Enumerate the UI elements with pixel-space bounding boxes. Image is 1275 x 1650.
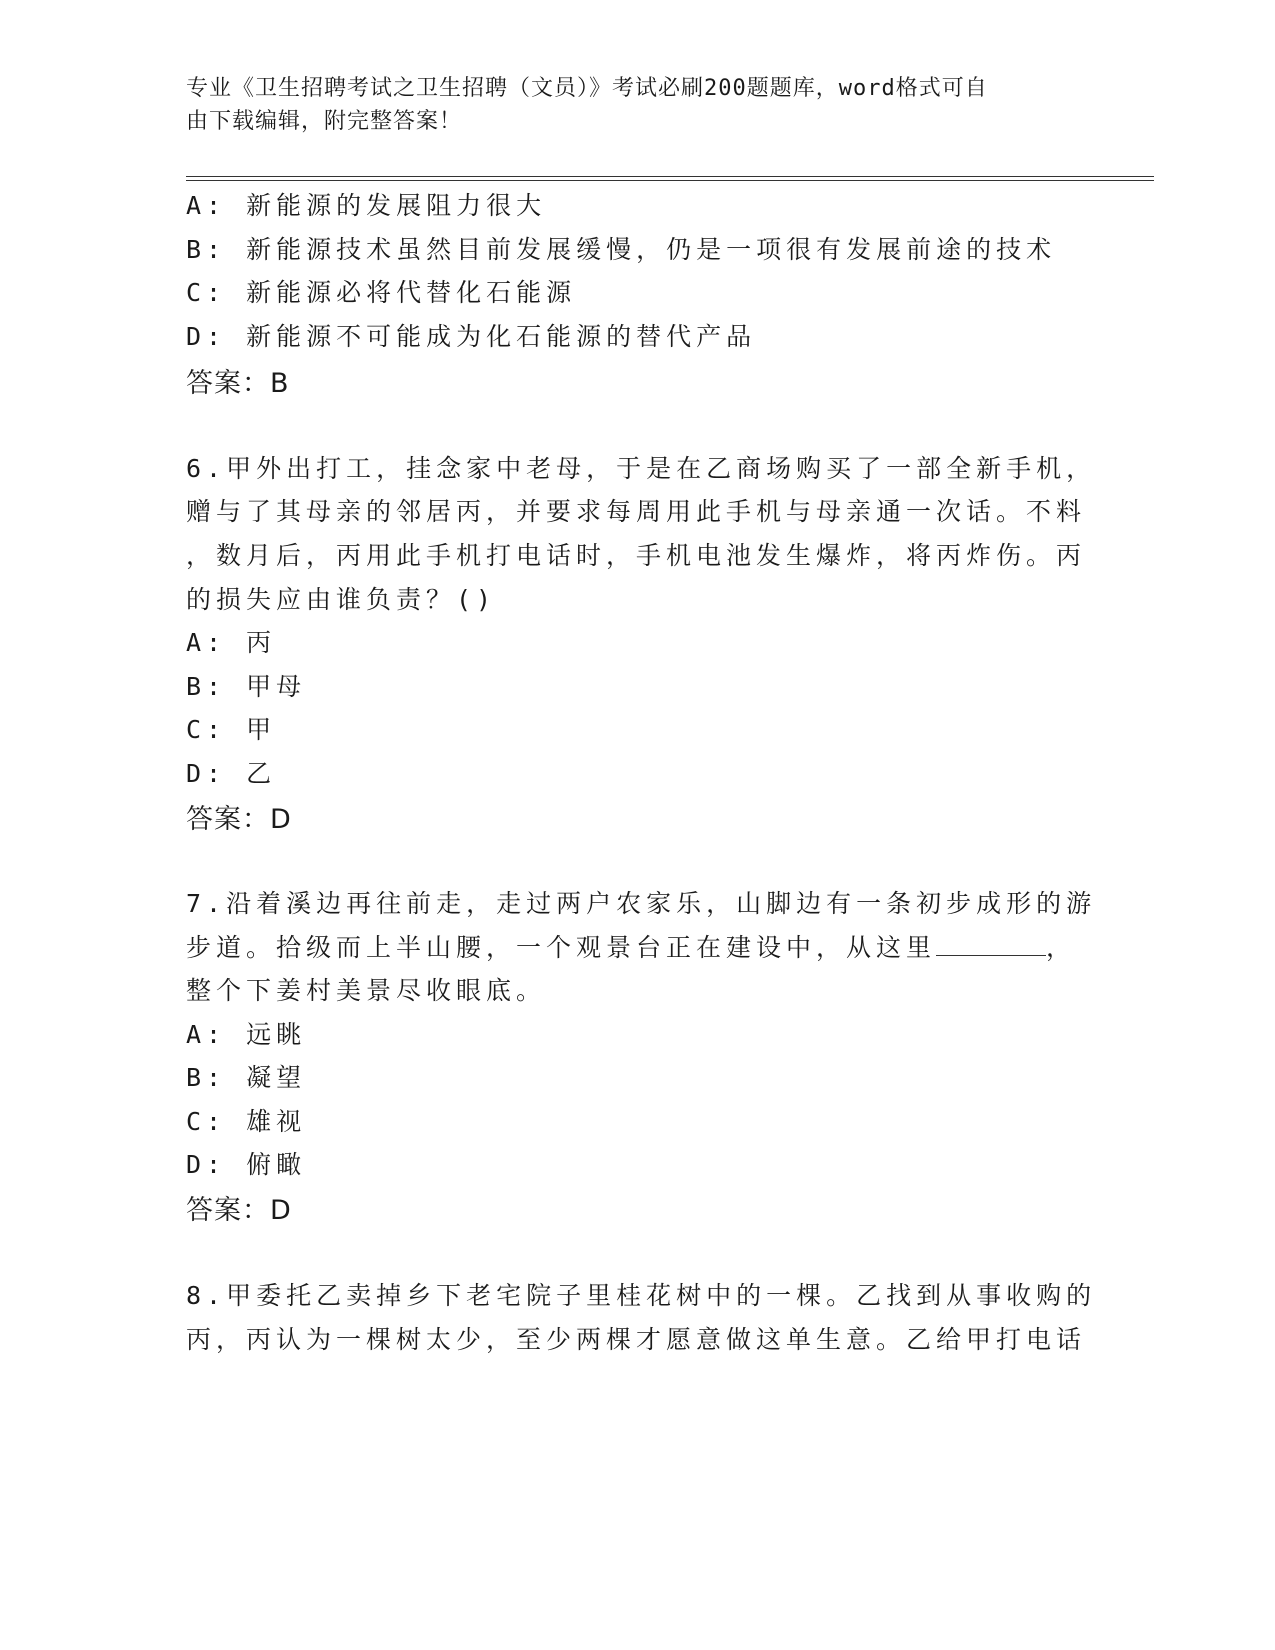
q6-stem-line-1: 6.甲外出打工，挂念家中老母，于是在乙商场购买了一部全新手机， — [186, 454, 1097, 483]
q6-option-a: A: 丙 — [186, 628, 277, 657]
q6-stem-line-4: 的损失应由谁负责？() — [186, 585, 497, 614]
q7-stem-line-3: 整个下姜村美景尽收眼底。 — [186, 976, 547, 1005]
header-line-1: 专业《卫生招聘考试之卫生招聘（文员）》考试必刷200题题库，word格式可自 — [186, 76, 988, 101]
q5-option-a: A: 新能源的发展阻力很大 — [186, 191, 547, 220]
q8-stem-line-2: 丙，丙认为一棵树太少，至少两棵才愿意做这单生意。乙给甲打电话 — [186, 1325, 1087, 1354]
q7-stem-line-1: 7.沿着溪边再往前走，走过两户农家乐，山脚边有一条初步成形的游 — [186, 889, 1097, 918]
q7-answer: 答案：D — [186, 1195, 292, 1226]
fill-in-blank — [936, 933, 1046, 956]
q7-stem-line-2-comma: ， — [1046, 933, 1077, 962]
q5-answer: 答案：B — [186, 368, 290, 399]
q6-option-c: C: 甲 — [186, 715, 277, 744]
q7-stem-line-2 — [186, 928, 1076, 964]
document-header — [186, 72, 1056, 138]
q6-stem-line-2: 赠与了其母亲的邻居丙，并要求每周用此手机与母亲通一次话。不料 — [186, 497, 1087, 526]
q7-option-d: D: 俯瞰 — [186, 1150, 307, 1179]
q8-stem-line-1: 8.甲委托乙卖掉乡下老宅院子里桂花树中的一棵。乙找到从事收购的 — [186, 1281, 1097, 1310]
q6-stem-line-3: ，数月后，丙用此手机打电话时，手机电池发生爆炸，将丙炸伤。丙 — [186, 541, 1087, 570]
header-line-2: 由下载编辑，附完整答案！ — [186, 109, 463, 134]
q5-option-d: D: 新能源不可能成为化石能源的替代产品 — [186, 322, 757, 351]
q7-stem-line-2-text: 步道。拾级而上半山腰，一个观景台正在建设中，从这里 — [186, 933, 937, 962]
header-divider — [186, 176, 1154, 181]
q6-answer: 答案：D — [186, 804, 292, 835]
q7-option-a: A: 远眺 — [186, 1020, 307, 1049]
q7-option-b: B: 凝望 — [186, 1063, 307, 1092]
q7-option-c: C: 雄视 — [186, 1107, 307, 1136]
q5-option-c: C: 新能源必将代替化石能源 — [186, 278, 577, 307]
q6-option-d: D: 乙 — [186, 759, 277, 788]
q5-option-b: B: 新能源技术虽然目前发展缓慢，仍是一项很有发展前途的技术 — [186, 235, 1057, 264]
q6-option-b: B: 甲母 — [186, 672, 307, 701]
